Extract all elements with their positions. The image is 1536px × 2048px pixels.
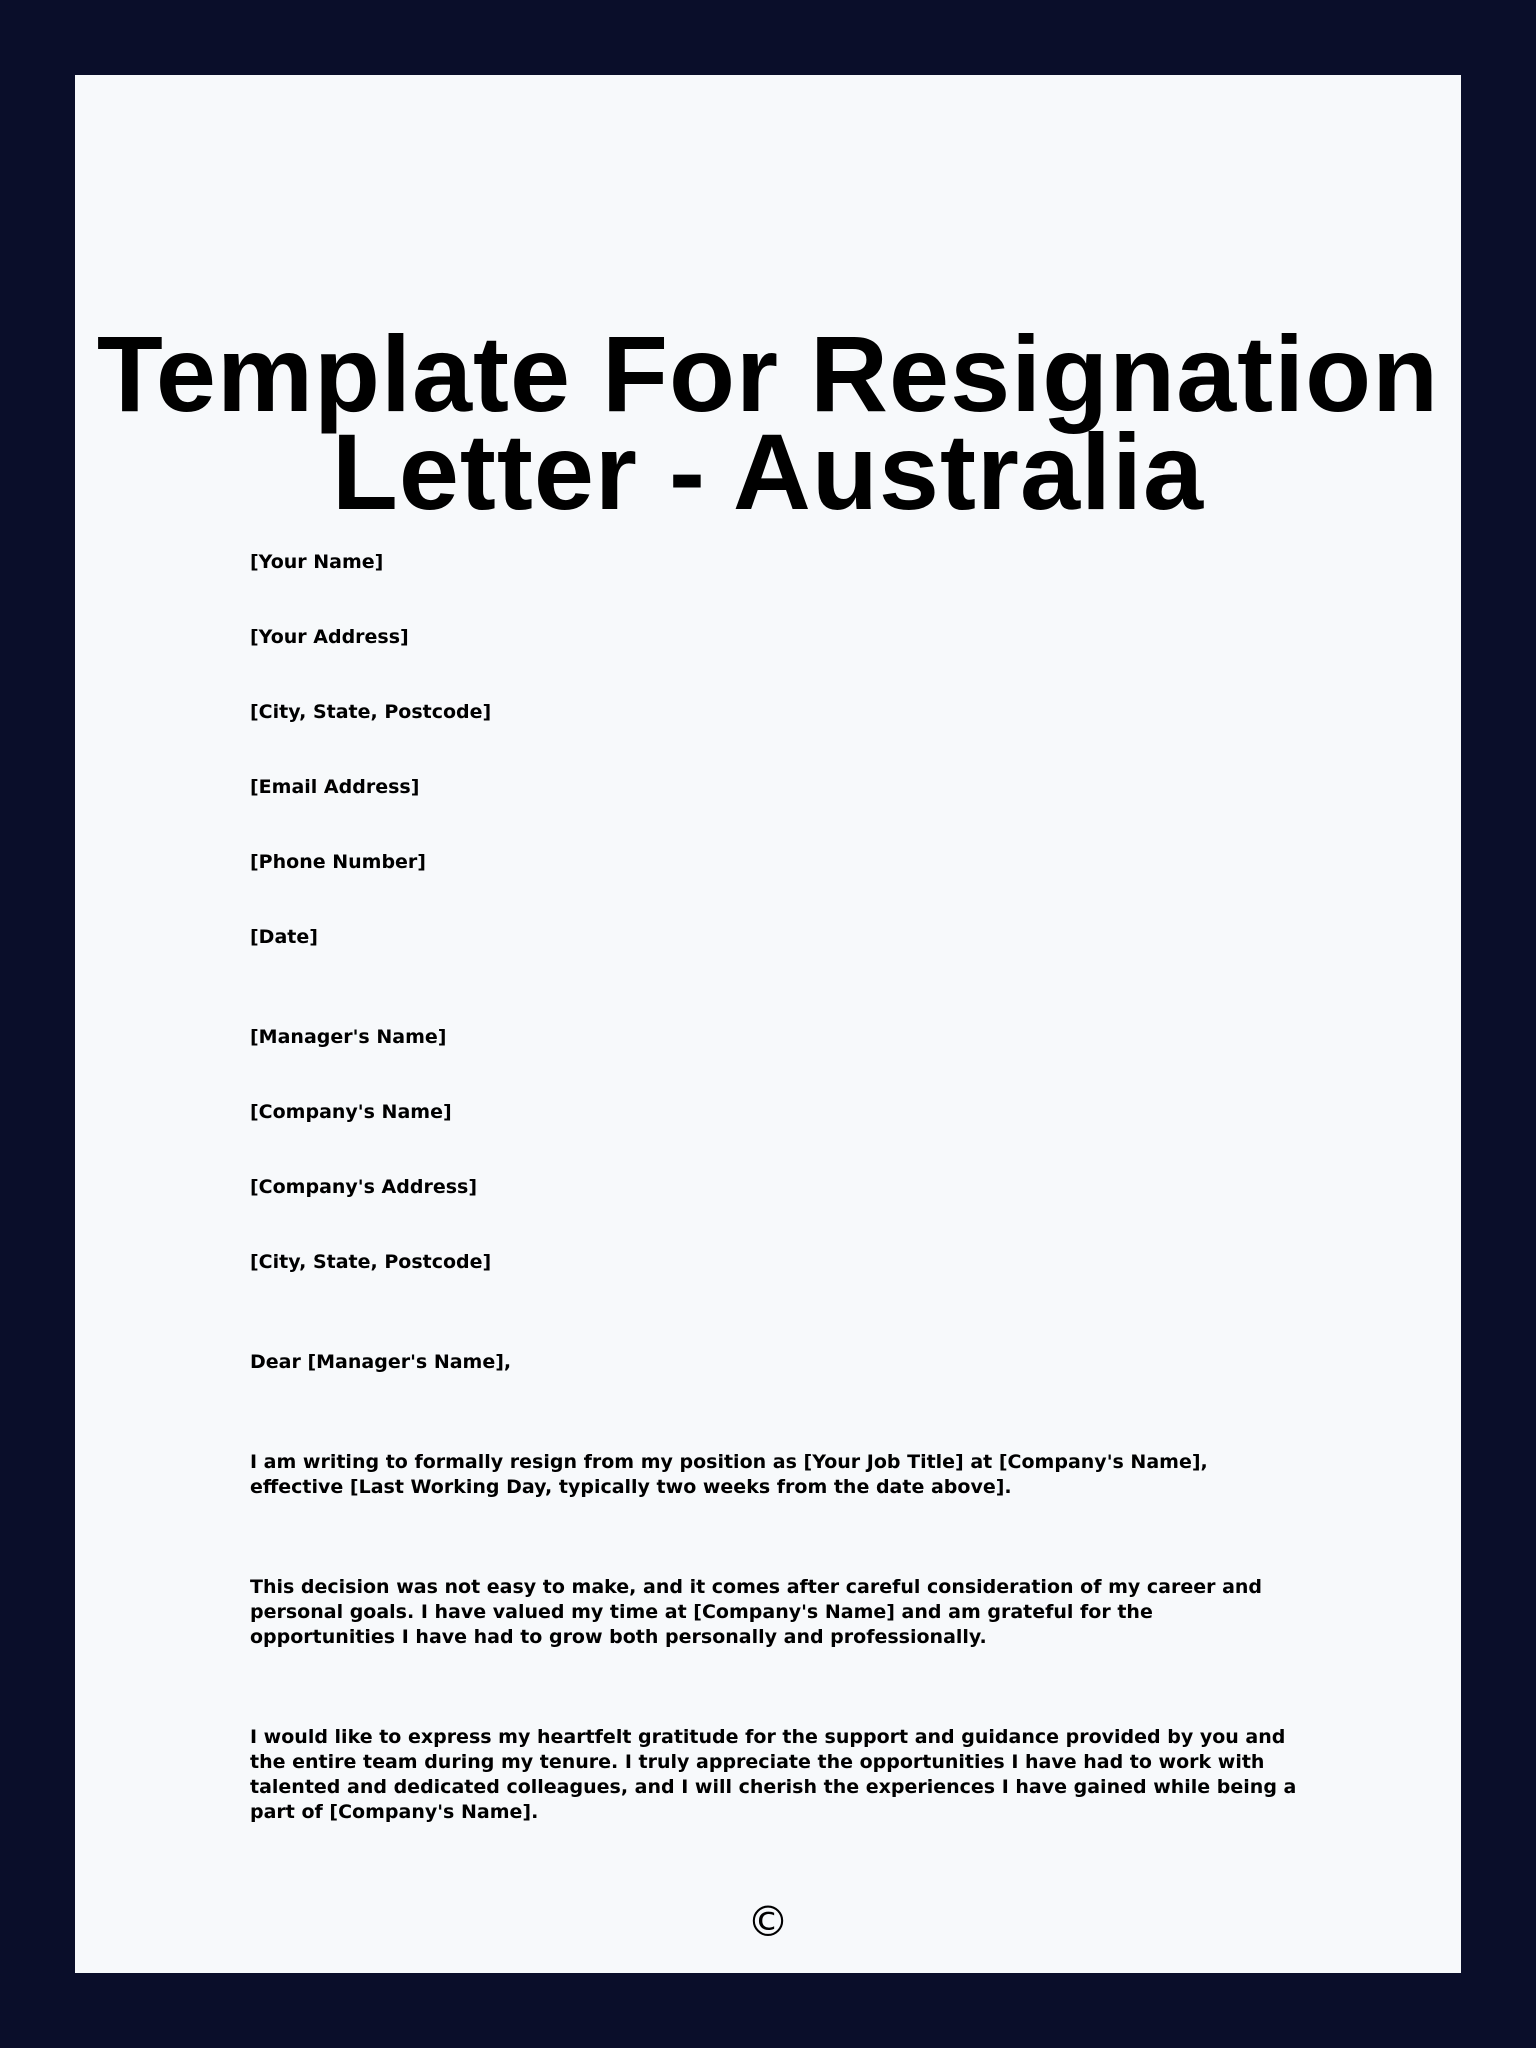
sender-address: [Your Address] — [250, 626, 409, 648]
document-page — [75, 75, 1461, 1973]
title-line-2: Letter - Australia — [331, 411, 1205, 532]
recipient-city: [City, State, Postcode] — [250, 1251, 492, 1273]
recipient-company: [Company's Name] — [250, 1101, 452, 1123]
sender-phone: [Phone Number] — [250, 851, 426, 873]
paragraph-1: I am writing to formally resign from my position as [Your Job Title] at [Company's Name], effective [Last Working Day, typically two weeks from the date above]. — [250, 1451, 1208, 1498]
recipient-address: [Company's Address] — [250, 1176, 478, 1198]
document-title — [75, 313, 1461, 532]
title-line-1: Template For Resignation — [96, 313, 1440, 434]
sender-email: [Email Address] — [250, 776, 420, 798]
sender-name: [Your Name] — [250, 551, 384, 573]
recipient-manager: [Manager's Name] — [250, 1026, 447, 1048]
paragraph-3: I would like to express my heartfelt gratitude for the support and guidance provided by you and the entire team during my tenure. I truly appreciate the opportunities I have had to work with talented and dedicated colleagues, and I will cherish the experiences I have gained while being a part of [Company's Name]. — [250, 1726, 1297, 1823]
salutation: Dear [Manager's Name], — [250, 1351, 512, 1373]
letter-date: [Date] — [250, 926, 318, 948]
copyright-icon: © — [747, 1897, 789, 1946]
paragraph-2: This decision was not easy to make, and it comes after careful consideration of my career and personal goals. I have valued my time at [Company's Name] and am grateful for the opportunities I have had to grow both personally and professionally. — [250, 1576, 1263, 1648]
sender-city: [City, State, Postcode] — [250, 701, 492, 723]
